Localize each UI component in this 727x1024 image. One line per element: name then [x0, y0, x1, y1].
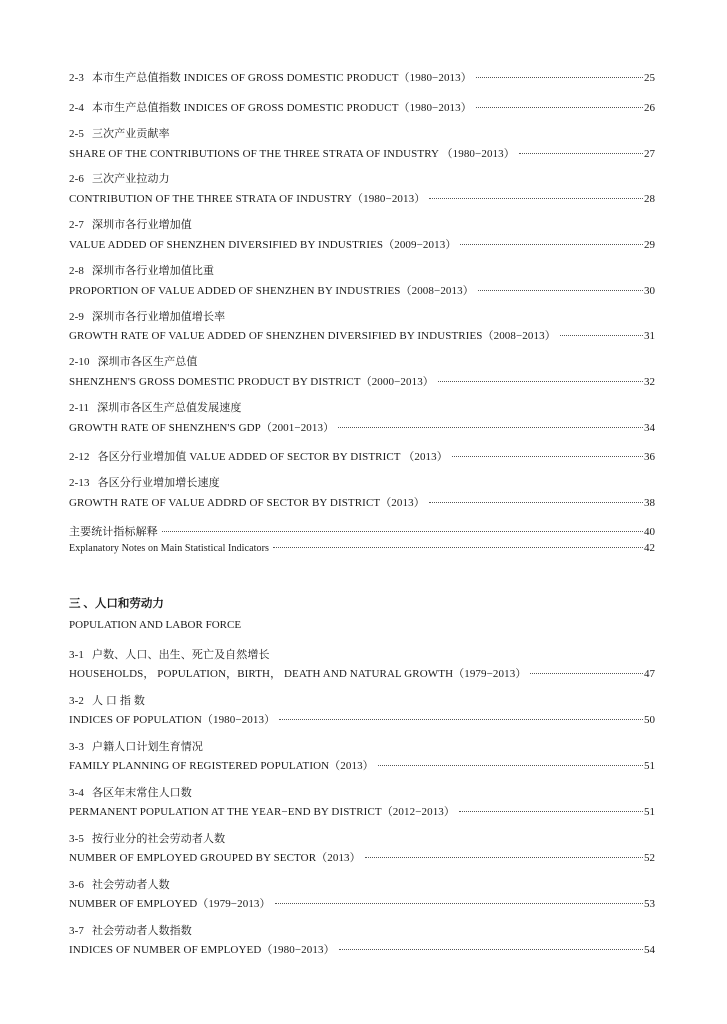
section-title-cn: 三 、人口和劳动力 [69, 598, 164, 610]
entry-title-cn: 各区分行业增加增长速度 [97, 477, 220, 489]
page-number: 28 [644, 193, 655, 205]
entry-number: 2-9 [69, 311, 84, 323]
toc-entry-3-2-heading [69, 694, 655, 708]
entry-title-cn: 社会劳动者人数指数 [91, 925, 192, 937]
entry-title-en: NUMBER OF EMPLOYED（1979−2013） [69, 898, 271, 910]
entry-title-cn: 深圳市各区生产总值 [97, 356, 198, 368]
entry-title-cn: 主要统计指标解释 [69, 526, 158, 538]
entry-number: 2-12 [69, 451, 90, 463]
toc-entry-2-10-heading [69, 355, 655, 369]
entry-title-cn: 深圳市各行业增加值比重 [91, 265, 215, 277]
toc-entry-3-1-heading [69, 648, 655, 662]
page-number: 51 [644, 806, 655, 818]
entry-title-cn: 本市生产总值指数 [91, 72, 181, 84]
dot-leader [273, 535, 643, 548]
dot-leader [438, 369, 643, 382]
toc-entry-3-4[interactable] [69, 802, 655, 816]
entry-title-en: INDICES OF NUMBER OF EMPLOYED（1980−2013） [69, 944, 335, 956]
toc-entry-2-4[interactable] [69, 98, 655, 112]
entry-title-cn: 本市生产总值指数 [91, 102, 181, 114]
dot-leader [459, 799, 643, 812]
dot-leader [530, 661, 643, 674]
entry-title-en: GROWTH RATE OF SHENZHEN'S GDP（2001−2013） [69, 422, 335, 434]
page-number: 38 [644, 497, 655, 509]
dot-leader [560, 323, 643, 336]
toc-entry-2-8[interactable] [69, 281, 655, 295]
toc-entry-3-5[interactable] [69, 848, 655, 862]
entry-title-en: Explanatory Notes on Main Statistical Indicators [69, 543, 270, 554]
entry-title-cn: 社会劳动者人数 [91, 879, 170, 891]
dot-leader [460, 232, 643, 245]
entry-number: 2-13 [69, 477, 90, 489]
toc-entry-3-5-heading [69, 832, 655, 846]
entry-title-en: INDICES OF GROSS DOMESTIC PRODUCT（1980−2013） [183, 72, 472, 84]
page-number: 29 [644, 239, 655, 251]
toc-entry-2-12[interactable] [69, 447, 655, 461]
page-number: 53 [644, 898, 655, 910]
entry-title-en: SHARE OF THE CONTRIBUTIONS OF THE THREE STRATA OF INDUSTRY （1980−2013） [69, 148, 515, 160]
page-number: 36 [644, 451, 655, 463]
entry-title-en: INDICES OF GROSS DOMESTIC PRODUCT（1980−2013） [183, 102, 472, 114]
entry-number: 3-4 [69, 787, 84, 799]
entry-title-en: INDICES OF POPULATION（1980−2013） [69, 714, 276, 726]
entry-title-en: GROWTH RATE OF VALUE ADDRD OF SECTOR BY DISTRICT（2013） [69, 497, 425, 509]
toc-entry-3-3-heading [69, 740, 655, 754]
toc-entry-2-13[interactable] [69, 493, 655, 507]
page-number: 47 [644, 668, 655, 680]
entry-title-cn: 三次产业拉动力 [91, 173, 170, 185]
toc-entry-2-7-heading [69, 218, 655, 232]
entry-title-en: GROWTH RATE OF VALUE ADDED OF SHENZHEN DIVERSIFIED BY INDUSTRIES（2008−2013） [69, 330, 556, 342]
entry-title-en: HOUSEHOLDS， POPULATION，BIRTH， DEATH AND NATURAL GROWTH（1979−2013） [69, 668, 527, 680]
dot-leader [275, 891, 643, 904]
toc-entry-2-10[interactable] [69, 372, 655, 386]
entry-title-cn: 户籍人口计划生育情况 [91, 741, 203, 753]
page-number: 52 [644, 852, 655, 864]
toc-entry-3-6[interactable] [69, 894, 655, 908]
entry-number: 2-11 [69, 402, 90, 414]
entry-number: 2-5 [69, 128, 84, 140]
dot-leader [338, 415, 643, 428]
page-number: 40 [644, 526, 655, 538]
page-number: 42 [644, 542, 655, 554]
entry-title-cn: 三次产业贡献率 [91, 128, 170, 140]
entry-title-en: PROPORTION OF VALUE ADDED OF SHENZHEN BY INDUSTRIES（2008−2013） [69, 285, 474, 297]
entry-number: 2-6 [69, 173, 84, 185]
dot-leader [162, 519, 643, 532]
entry-title-cn: 人 口 指 数 [91, 695, 145, 707]
entry-title-cn: 深圳市各行业增加值增长率 [91, 311, 226, 323]
dot-leader [452, 444, 643, 457]
toc-entry-3-2[interactable] [69, 710, 655, 724]
dot-leader [519, 141, 643, 154]
entry-title-cn: 各区分行业增加值 [97, 451, 187, 463]
dot-leader [339, 937, 643, 950]
entry-number: 2-3 [69, 72, 84, 84]
toc-entry-3-7-heading [69, 924, 655, 938]
entry-title-en: VALUE ADDED OF SECTOR BY DISTRICT （2013） [189, 451, 448, 463]
toc-entry-3-7[interactable] [69, 940, 655, 954]
dot-leader [365, 845, 643, 858]
dot-leader [478, 278, 643, 291]
toc-entry-2-8-heading [69, 264, 655, 278]
toc-entry-2-13-heading [69, 476, 655, 490]
entry-title-cn: 按行业分的社会劳动者人数 [91, 833, 226, 845]
entry-number: 2-10 [69, 356, 90, 368]
entry-number: 3-6 [69, 879, 84, 891]
entry-title-cn: 户数、人口、出生、死亡及自然增长 [91, 649, 270, 661]
toc-entry-3-4-heading [69, 786, 655, 800]
toc-entry-3-6-heading [69, 878, 655, 892]
entry-number: 3-3 [69, 741, 84, 753]
page-number: 50 [644, 714, 655, 726]
entry-number: 3-1 [69, 649, 84, 661]
page-number: 51 [644, 760, 655, 772]
page-number: 27 [644, 148, 655, 160]
toc-entry-2-6[interactable] [69, 189, 655, 203]
toc-entry-2-11[interactable] [69, 418, 655, 432]
dot-leader [378, 753, 643, 766]
entry-number: 2-4 [69, 102, 84, 114]
entry-number: 2-8 [69, 265, 84, 277]
dot-leader [429, 490, 643, 503]
dot-leader [476, 65, 643, 78]
entry-number: 3-7 [69, 925, 84, 937]
toc-entry-notes-en[interactable] [69, 538, 655, 552]
page-number: 34 [644, 422, 655, 434]
dot-leader [429, 186, 643, 199]
entry-title-cn: 深圳市各区生产总值发展速度 [97, 402, 242, 414]
toc-entry-2-5-heading [69, 127, 655, 141]
entry-title-en: NUMBER OF EMPLOYED GROUPED BY SECTOR（2013） [69, 852, 361, 864]
section-title-en: POPULATION AND LABOR FORCE [69, 619, 242, 631]
page-number: 32 [644, 376, 655, 388]
page-number: 26 [644, 102, 655, 114]
page-number: 54 [644, 944, 655, 956]
entry-number: 3-5 [69, 833, 84, 845]
page-number: 31 [644, 330, 655, 342]
toc-entry-3-1[interactable] [69, 664, 655, 678]
page-number: 30 [644, 285, 655, 297]
entry-title-cn: 各区年末常住人口数 [91, 787, 192, 799]
toc-entry-2-9[interactable] [69, 326, 655, 340]
toc-entry-2-3[interactable] [69, 68, 655, 82]
entry-title-en: PERMANENT POPULATION AT THE YEAR−END BY DISTRICT（2012−2013） [69, 806, 456, 818]
entry-title-en: CONTRIBUTION OF THE THREE STRATA OF INDUSTRY（1980−2013） [69, 193, 426, 205]
entry-number: 3-2 [69, 695, 84, 707]
page-number: 25 [644, 72, 655, 84]
toc-entry-2-11-heading [69, 401, 655, 415]
toc-entry-3-3[interactable] [69, 756, 655, 770]
toc-entry-2-7[interactable] [69, 235, 655, 249]
toc-entry-2-5[interactable] [69, 144, 655, 158]
entry-title-en: VALUE ADDED OF SHENZHEN DIVERSIFIED BY INDUSTRIES（2009−2013） [69, 239, 457, 251]
entry-title-en: FAMILY PLANNING OF REGISTERED POPULATION（2013） [69, 760, 374, 772]
dot-leader [476, 95, 643, 108]
entry-title-en: SHENZHEN'S GROSS DOMESTIC PRODUCT BY DISTRICT（2000−2013） [69, 376, 434, 388]
toc-entry-notes-cn[interactable] [69, 522, 655, 536]
entry-title-cn: 深圳市各行业增加值 [91, 219, 192, 231]
toc-entry-2-9-heading [69, 310, 655, 324]
toc-entry-2-6-heading [69, 172, 655, 186]
dot-leader [279, 707, 643, 720]
entry-number: 2-7 [69, 219, 84, 231]
